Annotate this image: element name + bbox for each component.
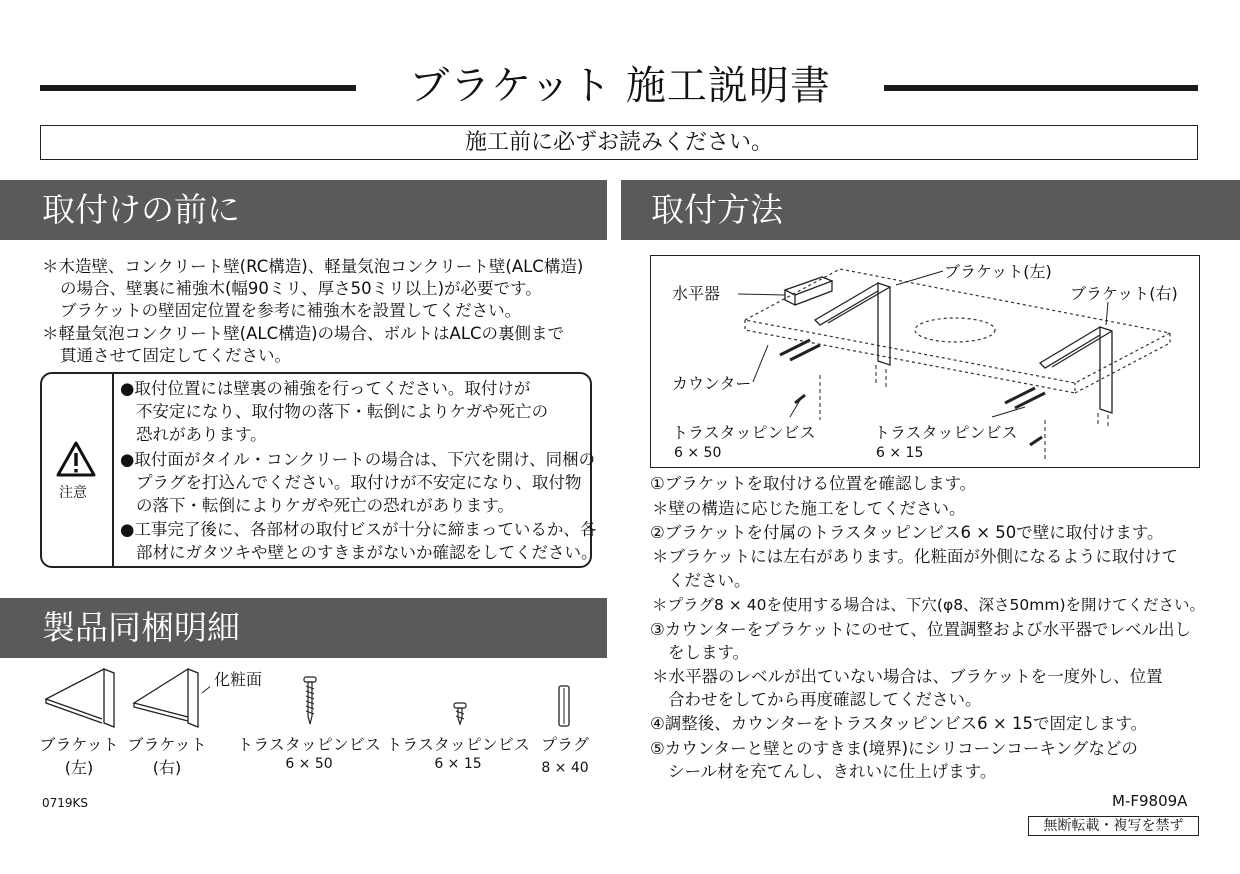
caution-line: ●取付面がタイル・コンクリートの場合は、下穴を開け、同梱の <box>120 450 596 469</box>
plug-8x40-illustration <box>556 684 572 728</box>
note-line: の場合、壁裏に補強木(幅90ミリ、厚さ50ミリ以上)が必要です。 <box>60 279 542 298</box>
screw-b-name-label: トラスタッピンビス <box>874 423 1018 442</box>
step-line: ください。 <box>668 571 751 590</box>
step-line: ＊壁の構造に応じた施工をしてください。 <box>652 499 966 518</box>
content-item-name: ブラケット <box>39 735 119 754</box>
content-item-name: プラグ <box>540 735 589 754</box>
caution-line: ●工事完了後に、各部材の取付ビスが十分に締まっているか、各 <box>120 520 597 539</box>
caution-line: プラグを打込んでください。取付けが不安定になり、取付物 <box>136 473 582 492</box>
screw-a-size-label: 6 × 50 <box>674 445 722 461</box>
step-line: ＊プラグ8 × 40を使用する場合は、下穴(φ8、深さ50mm)を開けてください。 <box>652 596 1206 614</box>
note-line: 貫通させて固定してください。 <box>60 346 291 365</box>
caution-label: 注意 <box>59 485 87 501</box>
no-reprint-notice: 無断転載・複写を禁ず <box>1028 816 1199 836</box>
bracket-left-illustration <box>42 667 120 729</box>
content-item-sub: 8 × 40 <box>541 760 589 776</box>
model-number: M-F9809A <box>1112 792 1188 810</box>
screw-a-name-label: トラスタッピンビス <box>672 423 816 442</box>
step-line: をします。 <box>668 643 750 662</box>
step-line: 合わせをしてから再度確認してください。 <box>668 690 982 709</box>
content-item-sub: (左) <box>64 758 94 777</box>
caution-line: 不安定になり、取付物の落下・転倒によりケガや死亡の <box>136 402 549 421</box>
note-line: ＊軽量気泡コンクリート壁(ALC構造)の場合、ボルトはALCの裏側まで <box>42 324 565 343</box>
section-contents <box>0 598 607 658</box>
screw-6x50-illustration <box>302 676 318 726</box>
page-title: ブラケット 施工説明書 <box>409 63 831 109</box>
warning-triangle-icon <box>56 440 96 478</box>
section-before-install <box>0 180 607 240</box>
step-line: ＊水平器のレベルが出ていない場合は、ブラケットを一度外し、位置 <box>652 667 1163 686</box>
bracket-right-label: ブラケット(右) <box>1070 284 1178 303</box>
step-line: ③カウンターをブラケットにのせて、位置調整および水平器でレベル出し <box>650 620 1191 639</box>
step-line: ④調整後、カウンターをトラスタッピンビス6 × 15で固定します。 <box>650 714 1148 733</box>
content-item-sub: 6 × 15 <box>434 756 482 772</box>
section-contents-title: 製品同梱明細 <box>42 608 240 647</box>
title-rule-left <box>40 85 356 91</box>
content-item-name: ブラケット <box>127 735 207 754</box>
bracket-left-label: ブラケット(左) <box>944 262 1052 281</box>
counter-label: カウンター <box>672 374 752 393</box>
caution-line: 恐れがあります。 <box>136 425 267 444</box>
decorative-face-label: 化粧面 <box>214 670 263 689</box>
read-before-notice: 施工前に必ずお読みください。 <box>40 125 1198 160</box>
content-item-name: トラスタッピンビス <box>237 735 381 754</box>
section-before-install-title: 取付けの前に <box>42 190 240 229</box>
level-label: 水平器 <box>672 284 721 303</box>
screw-b-size-label: 6 × 15 <box>876 445 924 461</box>
content-item-sub: (右) <box>152 758 182 777</box>
step-line: ②ブラケットを付属のトラスタッピンビス6 × 50で壁に取付けます。 <box>650 523 1164 542</box>
caution-line: 部材にガタツキや壁とのすきまがないか確認をしてください。 <box>136 543 598 562</box>
caution-line: ●取付位置には壁裏の補強を行ってください。取付けが <box>120 379 531 398</box>
section-install-method <box>621 180 1240 240</box>
step-line: ⑤カウンターと壁とのすきま(境界)にシリコーンコーキングなどの <box>650 739 1138 758</box>
step-line: ＊ブラケットには左右があります。化粧面が外側になるように取付けて <box>652 547 1178 566</box>
note-line: ブラケットの壁固定位置を参考に補強木を設置してください。 <box>60 301 522 320</box>
note-line: ＊木造壁、コンクリート壁(RC構造)、軽量気泡コンクリート壁(ALC構造) <box>42 257 584 276</box>
screw-6x15-illustration <box>452 702 468 726</box>
step-line: ①ブラケットを取付ける位置を確認します。 <box>650 474 977 493</box>
content-item-name: トラスタッピンビス <box>386 735 530 754</box>
section-install-method-title: 取付方法 <box>651 190 783 229</box>
title-rule-right <box>884 85 1198 91</box>
footer-code: 0719KS <box>42 796 89 810</box>
bracket-right-illustration <box>130 667 210 729</box>
caution-divider <box>112 372 114 568</box>
caution-line: の落下・転倒によりケガや死亡の恐れがあります。 <box>136 496 514 515</box>
step-line: シール材を充てんし、きれいに仕上げます。 <box>668 762 997 781</box>
content-item-sub: 6 × 50 <box>285 756 333 772</box>
